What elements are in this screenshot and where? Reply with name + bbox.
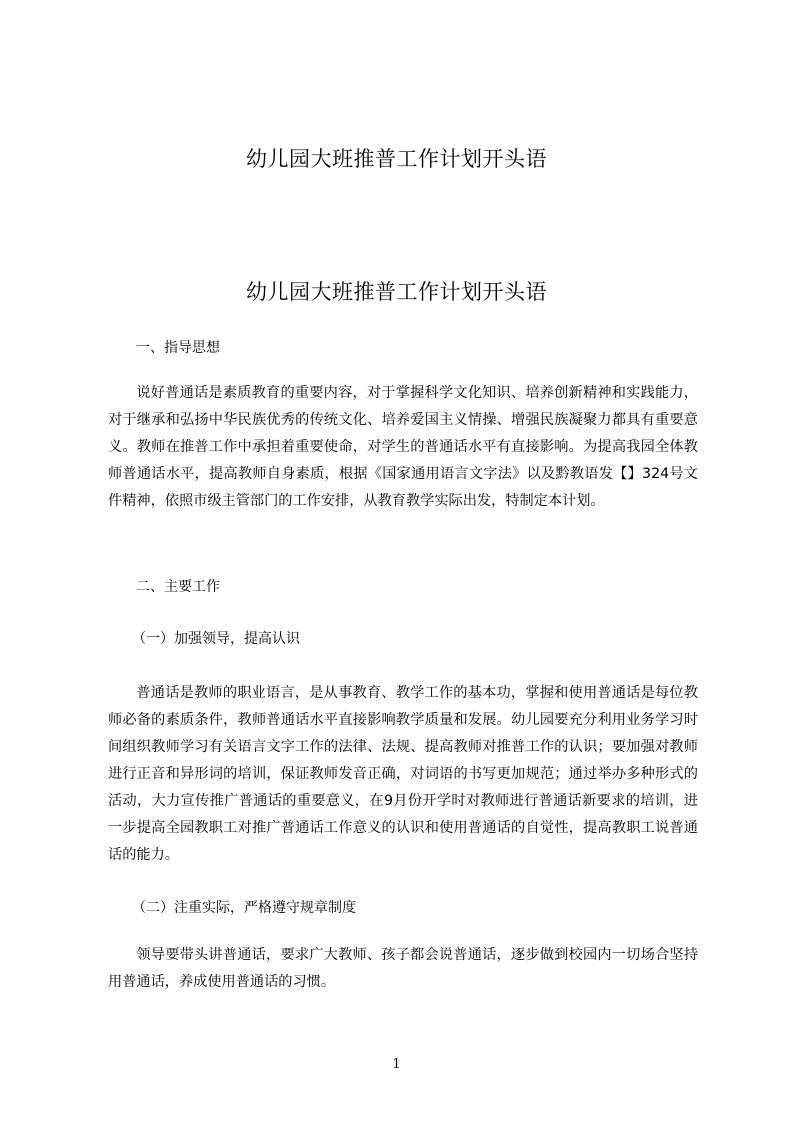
subsection1-paragraph: 普通话是教师的职业语言，是从事教育、教学工作的基本功，掌握和使用普通话是每位教师必备的素质条件，教师普通话水平直接影响教学质量和发展。幼儿园要充分利用业务学习时间组织教师学习有关语言文字工作的法律、法规、提高教师对推普工作的认识；要加强对教师进行正音和异形词的培训，保证教师发音正确，对词语的书写更加规范；通过举办多种形式的活动，大力宣传推广普通话的重要意义，在9月份开学时对教师进行普通话新要求的培训，进一步提高全园教职工对推广普通话工作意义的认识和使用普通话的自觉性，提高教职工说普通话的能力。 bbox=[108, 685, 698, 863]
section1-heading: 一、指导思想 bbox=[136, 340, 220, 356]
document-title-top: 幼儿园大班推普工作计划开头语 bbox=[246, 147, 547, 171]
page-number: 1 bbox=[392, 1057, 401, 1072]
section2-heading: 二、主要工作 bbox=[136, 579, 220, 595]
subsection2-paragraph: 领导要带头讲普通话，要求广大教师、孩子都会说普通话，逐步做到校园内一切场合坚持用普通话，养成使用普通话的习惯。 bbox=[108, 947, 698, 990]
subsection1-heading: （一）加强领导，提高认识 bbox=[132, 631, 300, 647]
document-title-main: 幼儿园大班推普工作计划开头语 bbox=[246, 280, 547, 304]
section1-paragraph: 说好普通话是素质教育的重要内容，对于掌握科学文化知识、培养创新精神和实践能力，对于继承和弘扬中华民族优秀的传统文化、培养爱国主义情操、增强民族凝聚力都具有重要意义。教师在推普工作中承担着重要使命，对学生的普通话水平有直接影响。为提高我园全体教师普通话水平，提高教师自身素质，根据《国家通用语言文字法》以及黔教语发【】324号文件精神，依照市级主管部门的工作安排，从教育教学实际出发，特制定本计划。 bbox=[108, 385, 698, 509]
subsection2-heading: （二）注重实际，严格遵守规章制度 bbox=[132, 900, 356, 916]
